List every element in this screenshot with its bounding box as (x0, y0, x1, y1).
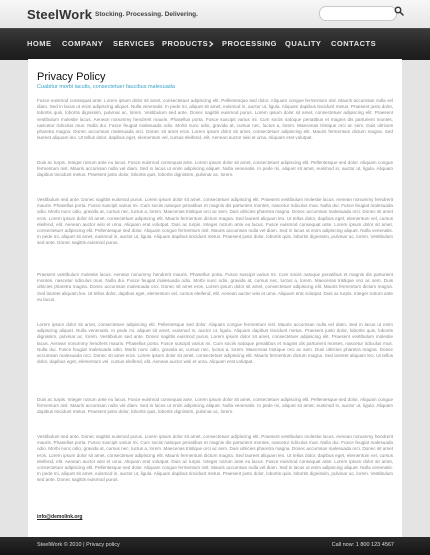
policy-paragraph: Lorem ipsum dolor sit amet, consectetuer adipiscing elit. Pellentesque sed dolor. Aliquam congue fermentum nisl. Mauris accumsan nulla vel diam. Sed in lacus ut enim adipiscing aliquet. Nulla venenatis. In pede mi, aliquet sit amet, euismod in, auctor ut, ligula. Aliquam dapibus tincidunt metus. Praesent justo dolor, lobortis quis, lobortis dignissim, pulvinar ac, lorem. Vestibulum sed ante. Donec sagittis euismod purus. Lorem ipsum dolor sit amet, consectetuer adipiscing elit. Praesent vestibulum molestie lacus. Aenean nonummy hendrerit mauris. Phasellus porta. Fusce suscipit varius mi. Cum sociis natoque penatibus et magnis dis parturient montes, nascetur ridiculus mus. Nulla dui. Fusce feugiat malesuada odio. Morbi nunc odio, gravida at, cursus nec, luctus a, lorem. Maecenas tristique orci ac sem. Duis ultricies pharetra magna. Donec accumsan malesuada orci. Donec sit amet eros. Lorem ipsum dolor sit amet, consectetuer adipiscing elit. Mauris fermentum dictum magna. Sed laoreet aliquam leo. Ut tellus dolor, dapibus eget, elementum vel, cursus eleifend, elit. Aenean auctor wisi et urna. Aliquam erat volutpat. (37, 322, 393, 365)
footer-phone: Call now: 1 800 123 4567 (331, 542, 394, 548)
footer (0, 537, 430, 555)
nav-item-home[interactable]: HOME (27, 39, 52, 48)
content-panel (28, 59, 402, 537)
top-bar (0, 0, 430, 28)
page-title: Privacy Policy (37, 71, 106, 83)
page-subtitle: Cuabitur morbi iaculis, consectetuer faucibus malesuada (37, 84, 175, 90)
nav-item-company[interactable]: COMPANY (62, 39, 104, 48)
nav-item-products[interactable]: PRODUCTS (162, 39, 209, 48)
site-tagline: Stocking. Processing. Delivering. (95, 11, 198, 18)
nav-item-processing[interactable]: PROCESSING (222, 39, 278, 48)
policy-paragraph: Praesent vestibulum molestie lacus. Aenean nonummy hendrerit mauris. Phasellus porta. Fusce suscipit varius mi. Cum sociis natoque penatibus et magnis dis parturient montes, nascetur ridiculus mus. Nulla dui. Fusce feugiat malesuada odio. Morbi nunc odio, gravida at, cursus nec, luctus a, lorem. Maecenas tristique orci ac sem. Duis ultricies pharetra magna. Donec accumsan malesuada orci. Donec sit amet eros. Lorem ipsum dolor sit amet, consectetuer adipiscing elit. Mauris fermentum dictum magna. Sed laoreet aliquam leo. Ut tellus dolor, dapibus eget, elementum vel, cursus eleifend, elit. Aenean auctor wisi et urna. Aliquam erat volutpat. Duis ac turpis. Integer rutrum ante eu lacus. (37, 272, 393, 302)
policy-paragraph: Fusce euismod consequat ante. Lorem ipsum dolor sit amet, consectetuer adipiscing elit. Pellentesque sed dolor. Aliquam congue fermentum nisl. Mauris accumsan nulla vel diam. Sed in lacus ut enim adipiscing aliquet. Nulla venenatis. In pede mi, aliquet sit amet, euismod in, auctor ut, ligula. Aliquam dapibus tincidunt metus. Praesent justo dolor, lobortis quis, lobortis dignissim, pulvinar ac, lorem. Vestibulum sed ante. Donec sagittis euismod purus. Lorem ipsum dolor sit amet, consectetuer adipiscing elit. Praesent vestibulum molestie lacus. Aenean nonummy hendrerit mauris. Phasellus porta. Fusce suscipit varius mi. Cum sociis natoque penatibus et magnis dis parturient montes, nascetur ridiculus mus. Nulla dui. Fusce feugiat malesuada odio. Morbi nunc odio, gravida at, cursus nec, luctus a, lorem. Maecenas tristique orci ac sem. Duis ultricies pharetra magna. Donec accumsan malesuada orci. Donec sit amet eros. Lorem ipsum dolor sit amet, consectetuer adipiscing elit. Mauris fermentum dictum magna. Sed laoreet aliquam leo. Ut tellus dolor, dapibus eget, elementum vel, cursus eleifend, elit. Aenean auctor wisi et urna. Aliquam erat volutpat. (37, 98, 393, 141)
policy-paragraph: Vestibulum sed ante. Donec sagittis euismod purus. Lorem ipsum dolor sit amet, consectetuer adipiscing elit. Praesent vestibulum molestie lacus. Aenean nonummy hendrerit mauris. Phasellus porta. Fusce suscipit varius mi. Cum sociis natoque penatibus et magnis dis parturient montes, nascetur ridiculus mus. Nulla dui. Fusce feugiat malesuada odio. Morbi nunc odio, gravida at, cursus nec, luctus a, lorem. Maecenas tristique orci ac sem. Duis ultricies pharetra magna. Donec accumsan malesuada orci. Donec sit amet eros. Lorem ipsum dolor sit amet, consectetuer adipiscing elit. Mauris fermentum dictum magna. Sed laoreet aliquam leo. Ut tellus dolor, dapibus eget, elementum vel, cursus eleifend, elit. Aenean auctor wisi et urna. Aliquam erat volutpat. Duis ac turpis. Integer rutrum ante eu lacus. Fusce euismod consequat ante. Lorem ipsum dolor sit amet, consectetuer adipiscing elit. Pellentesque sed dolor. Aliquam congue fermentum nisl. Mauris accumsan nulla vel diam. Sed in lacus ut enim adipiscing aliquet. Nulla venenatis. In pede mi, aliquet sit amet, euismod in, auctor ut, ligula. Aliquam dapibus tincidunt metus. Praesent justo dolor, lobortis quis, lobortis dignissim, pulvinar ac, lorem. Vestibulum sed ante. Donec sagittis euismod purus. (37, 197, 393, 246)
nav-item-services[interactable]: SERVICES (113, 39, 155, 48)
search-input[interactable] (319, 6, 397, 21)
policy-paragraph: Duis ac turpis. Integer rutrum ante eu lacus. Fusce euismod consequat ante. Lorem ipsum dolor sit amet, consectetuer adipiscing elit. Pellentesque sed dolor. Aliquam congue fermentum nisl. Mauris accumsan nulla vel diam. Sed in lacus ut enim adipiscing aliquet. Nulla venenatis. In pede mi, aliquet sit amet, euismod in, auctor ut, ligula. Aliquam dapibus tincidunt metus. Praesent justo dolor, lobortis quis, lobortis dignissim, pulvinar ac, lorem. (37, 397, 393, 415)
policy-paragraph: Vestibulum sed ante. Donec sagittis euismod purus. Lorem ipsum dolor sit amet, consectetuer adipiscing elit. Praesent vestibulum molestie lacus. Aenean nonummy hendrerit mauris. Phasellus porta. Fusce suscipit varius mi. Cum sociis natoque penatibus et magnis dis parturient montes, nascetur ridiculus mus. Nulla dui. Fusce feugiat malesuada odio. Morbi nunc odio, gravida at, cursus nec, luctus a, lorem. Maecenas tristique orci ac sem. Duis ultricies pharetra magna. Donec accumsan malesuada orci. Donec sit amet eros. Lorem ipsum dolor sit amet, consectetuer adipiscing elit. Mauris fermentum dictum magna. Sed laoreet aliquam leo. Ut tellus dolor, dapibus eget, elementum vel, cursus eleifend, elit. Aenean auctor wisi et urna. Aliquam erat volutpat. Duis ac turpis. Integer rutrum ante eu lacus. Fusce euismod consequat ante. Lorem ipsum dolor sit amet, consectetuer adipiscing elit. Pellentesque sed dolor. Aliquam congue fermentum nisl. Mauris accumsan nulla vel diam. Sed in lacus ut enim adipiscing aliquet. Nulla venenatis. In pede mi, aliquet sit amet, euismod in, auctor ut, ligula. Aliquam dapibus tincidunt metus. Praesent justo dolor, lobortis quis, lobortis dignissim, pulvinar ac, lorem. Vestibulum sed ante. Donec sagittis euismod purus. (37, 434, 393, 483)
site-logo[interactable]: SteelWork (27, 7, 93, 22)
footer-copyright[interactable]: SteelWork © 2010 | Privacy policy (37, 542, 120, 548)
nav-item-contacts[interactable]: CONTACTS (331, 39, 377, 48)
search-icon[interactable] (394, 6, 404, 16)
nav-item-quality[interactable]: QUALITY (285, 39, 322, 48)
policy-paragraph: Duis ac turpis. Integer rutrum ante eu lacus. Fusce euismod consequat ante. Lorem ipsum dolor sit amet, consectetuer adipiscing elit. Pellentesque sed dolor. Aliquam congue fermentum nisl. Mauris accumsan nulla vel diam. Sed in lacus ut enim adipiscing aliquet. Nulla venenatis. In pede mi, aliquet sit amet, euismod in, auctor ut, ligula. Aliquam dapibus tincidunt metus. Praesent justo dolor, lobortis quis, lobortis dignissim, pulvinar ac, lorem. (37, 160, 393, 178)
contact-email-link[interactable]: info@demolink.org (37, 514, 83, 520)
main-nav (0, 28, 430, 60)
chevron-right-icon (208, 41, 214, 47)
